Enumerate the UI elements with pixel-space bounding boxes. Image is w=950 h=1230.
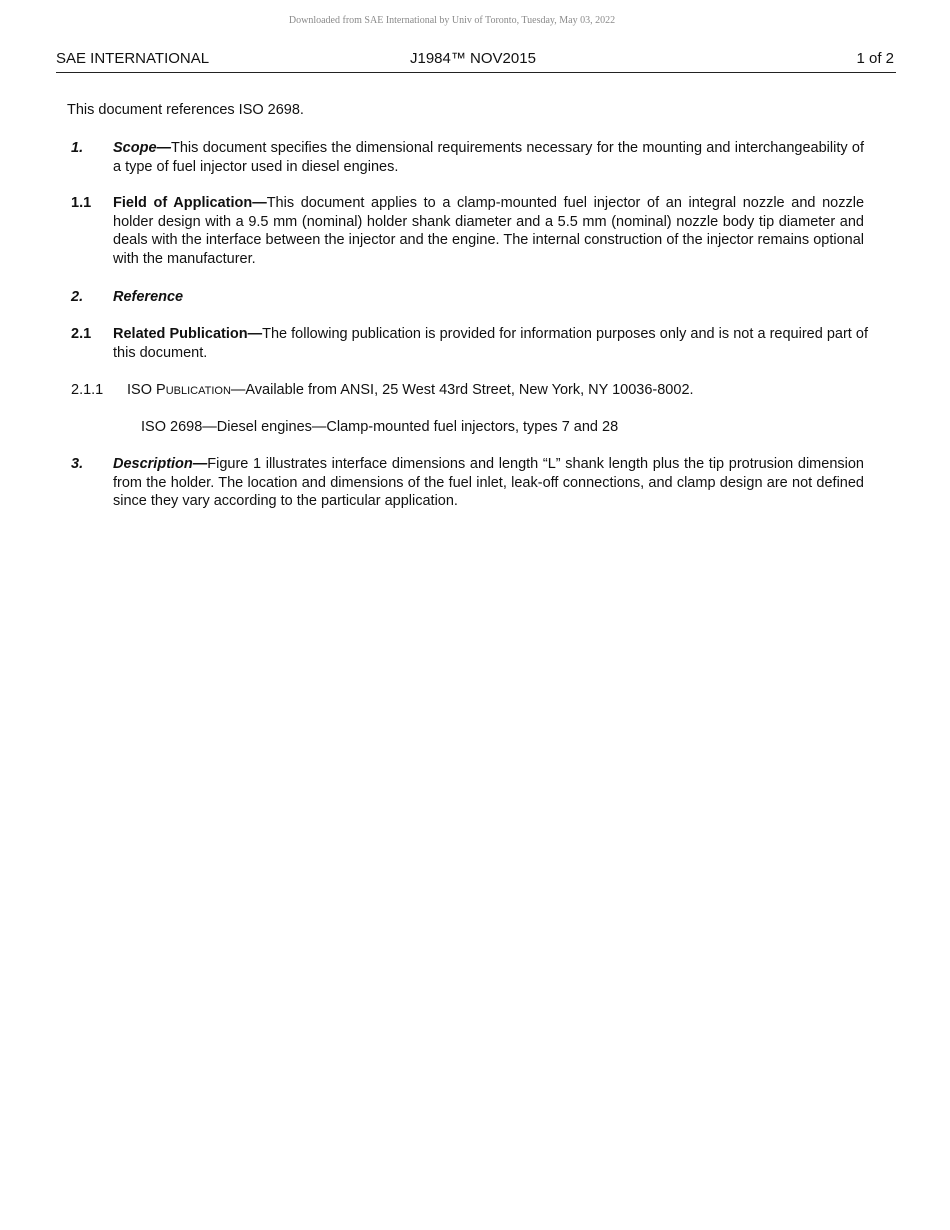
section-title: Scope—	[113, 140, 172, 156]
intro-paragraph: This document references ISO 2698.	[67, 102, 304, 118]
section-text	[113, 325, 868, 362]
section-text	[127, 381, 694, 401]
section-title: Reference	[113, 289, 184, 305]
section-number: 2.1.1	[71, 382, 104, 398]
section-text	[113, 455, 864, 511]
page-header	[56, 50, 896, 73]
download-watermark: Downloaded from SAE International by Univ of Toronto, Tuesday, May 03, 2022	[288, 15, 616, 26]
section-title-smallcaps: UBLICATION	[165, 385, 231, 397]
section-title-prefix: ISO P	[127, 382, 166, 398]
section-body: This document specifies the dimensional requirements necessary for the mounting and interchangeability of a type of fuel injector used in diesel engines.	[113, 140, 864, 175]
section-number: 3.	[71, 456, 84, 472]
section-number: 2.1	[71, 326, 92, 342]
header-organization: SAE INTERNATIONAL	[56, 50, 210, 67]
section-body: —Available from ANSI, 25 West 43rd Street, New York, NY 10036-8002.	[230, 382, 694, 398]
section-title: Description—	[113, 456, 208, 472]
section-number: 1.	[71, 140, 84, 156]
header-page-number: 1 of 2	[856, 50, 894, 67]
section-title: Field of Application—	[113, 195, 267, 211]
section-number: 2.	[71, 289, 84, 305]
section-body: This document applies to a clamp-mounted fuel injector of an integral nozzle and nozzle holder design with a 9.5 mm (nominal) holder shank diameter and a 5.5 mm (nominal) nozzle body tip diameter and deals with the interface between the injector and the engine. The internal construction of the injector remains optional with the manufacturer.	[113, 195, 865, 267]
section-text	[113, 194, 864, 268]
section-body: The following publication is provided for information purposes only and is not a required part of this document.	[113, 326, 868, 361]
section-number: 1.1	[71, 195, 92, 211]
section-title: Related Publication—	[113, 326, 263, 342]
section-text	[113, 139, 864, 176]
iso-reference-entry: ISO 2698—Diesel engines—Clamp-mounted fuel injectors, types 7 and 28	[141, 419, 619, 435]
header-document-id: J1984™ NOV2015	[410, 50, 536, 67]
section-body: Figure 1 illustrates interface dimensions and length “L” shank length plus the tip protrusion dimension from the holder. The location and dimensions of the fuel inlet, leak-off connections, and clamp design are not defined since they vary according to the particular application.	[113, 456, 864, 510]
